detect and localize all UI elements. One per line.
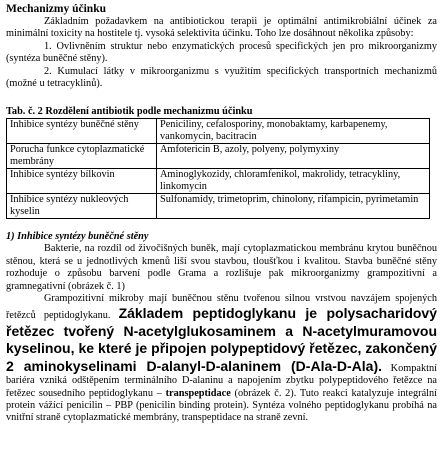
page-heading: Mechanizmy účinku <box>6 3 106 15</box>
peptidoglycan-bold-text: Základem peptidoglykanu je polysacharidový řetězec tvořený N-acetylglukosaminem a N-acetylmuramovou kyselinou, ke které je připojen polypeptidový řetězec, zakončený 2 aminokyselinami D-alanyl-D-alaninem (D-Ala-D-Ala). <box>6 305 437 374</box>
table-row <box>7 194 430 219</box>
table-row <box>7 144 430 169</box>
table-row <box>7 169 430 194</box>
mechanism-cell: Inhibice syntézy bílkovin <box>7 169 157 194</box>
document-page <box>6 0 437 425</box>
drugs-cell: Sulfonamidy, trimetoprim, chinolony, rifampicin, pyrimetamin <box>157 194 430 219</box>
point-1: 1. Ovlivněním struktur nebo enzymatických procesů specifických jen pro mikroorganizmy (syntéza buněčné stěny). <box>6 40 437 65</box>
barrier-text-a: Kompaktní bariéra vzniká odštěpením terminálního D-alaninu a napojením zbytku polypeptidového řetězce na řetězec sousedního peptidoglykanu – <box>6 362 437 399</box>
paragraph-bacteria: Bakterie, na rozdíl od živočišných buněk, mají cytoplazmatickou membránu krytou buněčnou stěnou, která se u jednotlivých kmenů liší svou stavbou, tloušťkou i kvalitou. Stavba buněčné stěny rozhoduje o způsobu barvení podle Grama a rozlišuje pak mikroorganizmy grampozitivní a gramnegativní (obrázek č. 1) <box>6 243 437 292</box>
grampositive-text: Grampozitivní mikroby mají buněčnou stěnu tvořenou silnou vrstvou navzájem spojených řetězců peptidoglykanu. <box>6 293 437 322</box>
transpeptidace-term: transpeptidace <box>165 387 231 399</box>
drugs-cell: Aminoglykozidy, chloramfenikol, makrolidy, tetracykliny, linkomycin <box>157 169 430 194</box>
barrier-text-b: (obrázek č. 2). Tuto reakci katalyzuje integrální protein vážící penicilin – PBP (penicilin binding protein). Syntéza volného peptidoglykanu probíhá na vnitřní straně cytoplazmatické membrány, transpeptidace na straně zevní. <box>6 387 438 424</box>
mechanism-cell: Inhibice syntézy buněčné stěny <box>7 119 157 144</box>
paragraph-grampositive <box>6 293 437 425</box>
table-caption: Tab. č. 2 Rozdělení antibiotik podle mechanizmu účinku <box>6 106 253 118</box>
mechanism-table <box>6 118 430 219</box>
mechanism-cell: Porucha funkce cytoplazmatické membrány <box>7 144 157 169</box>
mechanism-cell: Inhibice syntézy nukleových kyselin <box>7 194 157 219</box>
point-2: 2. Kumulací látky v mikroorganizmu s využitím specifických transportních mechanizmů (možné u tetracyklinů). <box>6 65 437 90</box>
table-row <box>7 119 430 144</box>
drugs-cell: Amfotericin B, azoly, polyeny, polymyxiny <box>157 144 430 169</box>
section-heading: 1) Inhibice syntézy buněčné stěny <box>6 231 149 243</box>
drugs-cell: Peniciliny, cefalosporiny, monobaktamy, karbapenemy, vankomycin, bacitracin <box>157 119 430 144</box>
intro-paragraph: Základním požadavkem na antibiotickou terapii je optimální antimikrobiální účinek za minimální toxicity na hostitele tj. vysoká selektivita účinku. Toho lze dosáhnout několika způsoby: <box>6 16 437 40</box>
